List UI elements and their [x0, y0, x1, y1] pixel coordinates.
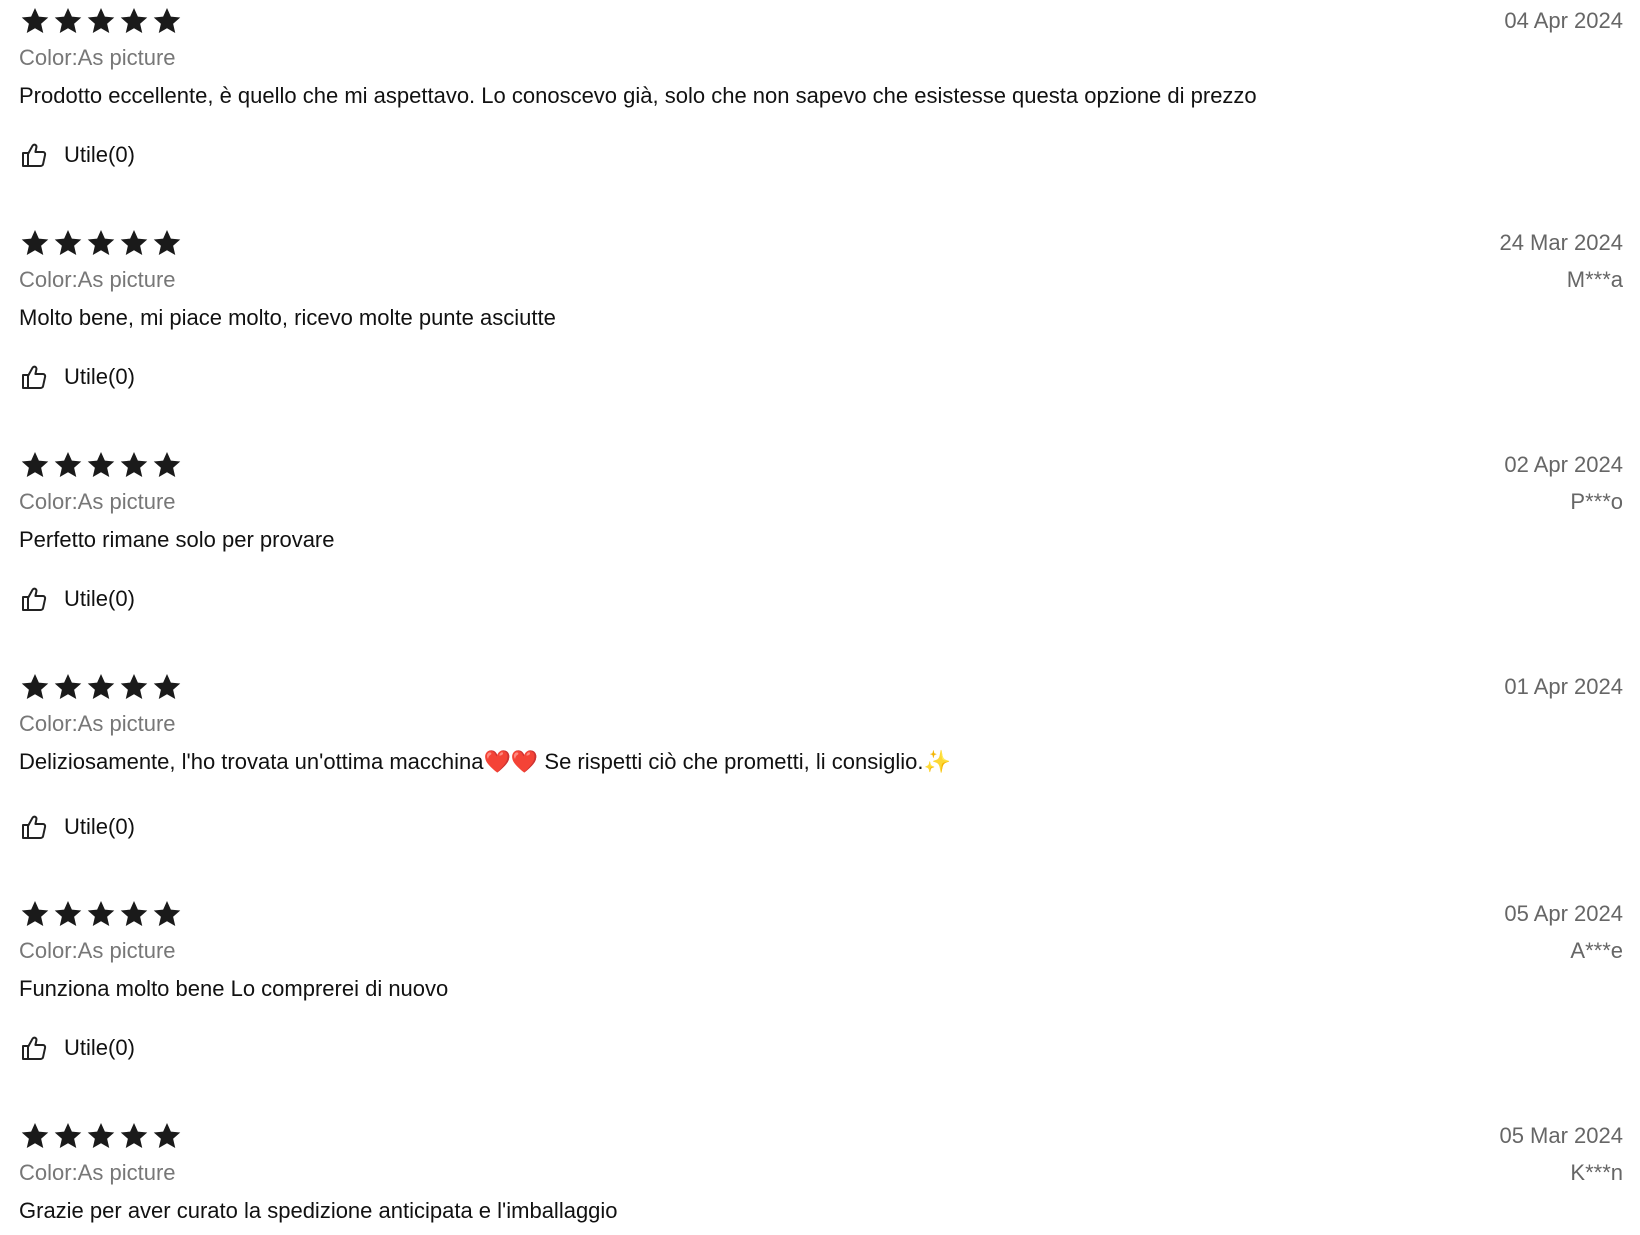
- helpful-button[interactable]: [20, 1033, 135, 1063]
- helpful-button[interactable]: [20, 362, 135, 392]
- star-icon: [119, 899, 149, 929]
- helpful-label: Utile(0): [64, 814, 135, 839]
- review-date: 05 Apr 2024: [1504, 901, 1623, 926]
- review-variant: Color:As picture: [19, 1160, 176, 1185]
- review-author: M***a: [1566, 267, 1623, 292]
- star-rating: [20, 899, 185, 931]
- helpful-button[interactable]: [20, 140, 135, 170]
- helpful-button[interactable]: [20, 584, 135, 614]
- star-icon: [86, 672, 116, 702]
- star-icon: [152, 1121, 182, 1151]
- star-rating: [20, 228, 185, 260]
- star-icon: [20, 672, 50, 702]
- review-text: Grazie per aver curato la spedizione anticipata e l'imballaggio: [19, 1198, 618, 1223]
- review-variant: Color:As picture: [19, 938, 176, 963]
- review-variant: Color:As picture: [19, 711, 176, 736]
- review-item: [20, 1115, 1623, 1235]
- thumbs-up-icon: [20, 585, 48, 613]
- star-rating: [20, 6, 185, 38]
- thumbs-up-icon: [20, 1034, 48, 1062]
- star-icon: [53, 899, 83, 929]
- review-date: 02 Apr 2024: [1504, 452, 1623, 477]
- star-icon: [119, 450, 149, 480]
- review-text: Funziona molto bene Lo comprerei di nuovo: [19, 976, 449, 1001]
- star-icon: [152, 672, 182, 702]
- star-icon: [119, 228, 149, 258]
- star-icon: [86, 1121, 116, 1151]
- helpful-label: Utile(0): [64, 586, 135, 611]
- review-item: [20, 222, 1623, 444]
- star-icon: [20, 228, 50, 258]
- star-icon: [152, 6, 182, 36]
- star-icon: [119, 672, 149, 702]
- star-icon: [86, 450, 116, 480]
- review-text: Molto bene, mi piace molto, ricevo molte punte asciutte: [19, 305, 556, 330]
- star-icon: [152, 228, 182, 258]
- star-icon: [86, 6, 116, 36]
- review-item: [20, 666, 1623, 888]
- star-icon: [20, 6, 50, 36]
- review-date: 04 Apr 2024: [1504, 8, 1623, 33]
- review-variant: Color:As picture: [19, 45, 176, 70]
- star-icon: [53, 1121, 83, 1151]
- review-author: A***e: [1570, 938, 1623, 963]
- star-icon: [20, 899, 50, 929]
- review-date: 01 Apr 2024: [1504, 674, 1623, 699]
- review-text: Prodotto eccellente, è quello che mi aspettavo. Lo conoscevo già, solo che non sapevo che esistesse questa opzione di prezzo: [19, 83, 1257, 108]
- review-list: [20, 0, 1623, 1235]
- star-rating: [20, 450, 185, 482]
- thumbs-up-icon: [20, 363, 48, 391]
- star-icon: [20, 450, 50, 480]
- star-icon: [53, 450, 83, 480]
- review-variant: Color:As picture: [19, 489, 176, 514]
- star-icon: [152, 899, 182, 929]
- review-item: [20, 444, 1623, 666]
- star-icon: [119, 1121, 149, 1151]
- thumbs-up-icon: [20, 813, 48, 841]
- star-icon: [119, 6, 149, 36]
- review-date: 24 Mar 2024: [1499, 230, 1623, 255]
- star-rating: [20, 1121, 185, 1153]
- thumbs-up-icon: [20, 141, 48, 169]
- review-text: Perfetto rimane solo per provare: [19, 527, 335, 552]
- star-icon: [86, 228, 116, 258]
- review-author: P***o: [1570, 489, 1623, 514]
- review-item: [20, 893, 1623, 1115]
- star-icon: [152, 450, 182, 480]
- helpful-label: Utile(0): [64, 142, 135, 167]
- helpful-label: Utile(0): [64, 1035, 135, 1060]
- review-variant: Color:As picture: [19, 267, 176, 292]
- review-author: K***n: [1570, 1160, 1623, 1185]
- star-icon: [53, 6, 83, 36]
- star-icon: [20, 1121, 50, 1151]
- star-icon: [86, 899, 116, 929]
- review-date: 05 Mar 2024: [1499, 1123, 1623, 1148]
- star-rating: [20, 672, 185, 704]
- helpful-button[interactable]: [20, 812, 135, 842]
- star-icon: [53, 672, 83, 702]
- review-text: Deliziosamente, l'ho trovata un'ottima macchina❤️❤️ Se rispetti ciò che prometti, li consiglio.✨: [19, 749, 951, 774]
- review-item: [20, 0, 1623, 222]
- star-icon: [53, 228, 83, 258]
- helpful-label: Utile(0): [64, 364, 135, 389]
